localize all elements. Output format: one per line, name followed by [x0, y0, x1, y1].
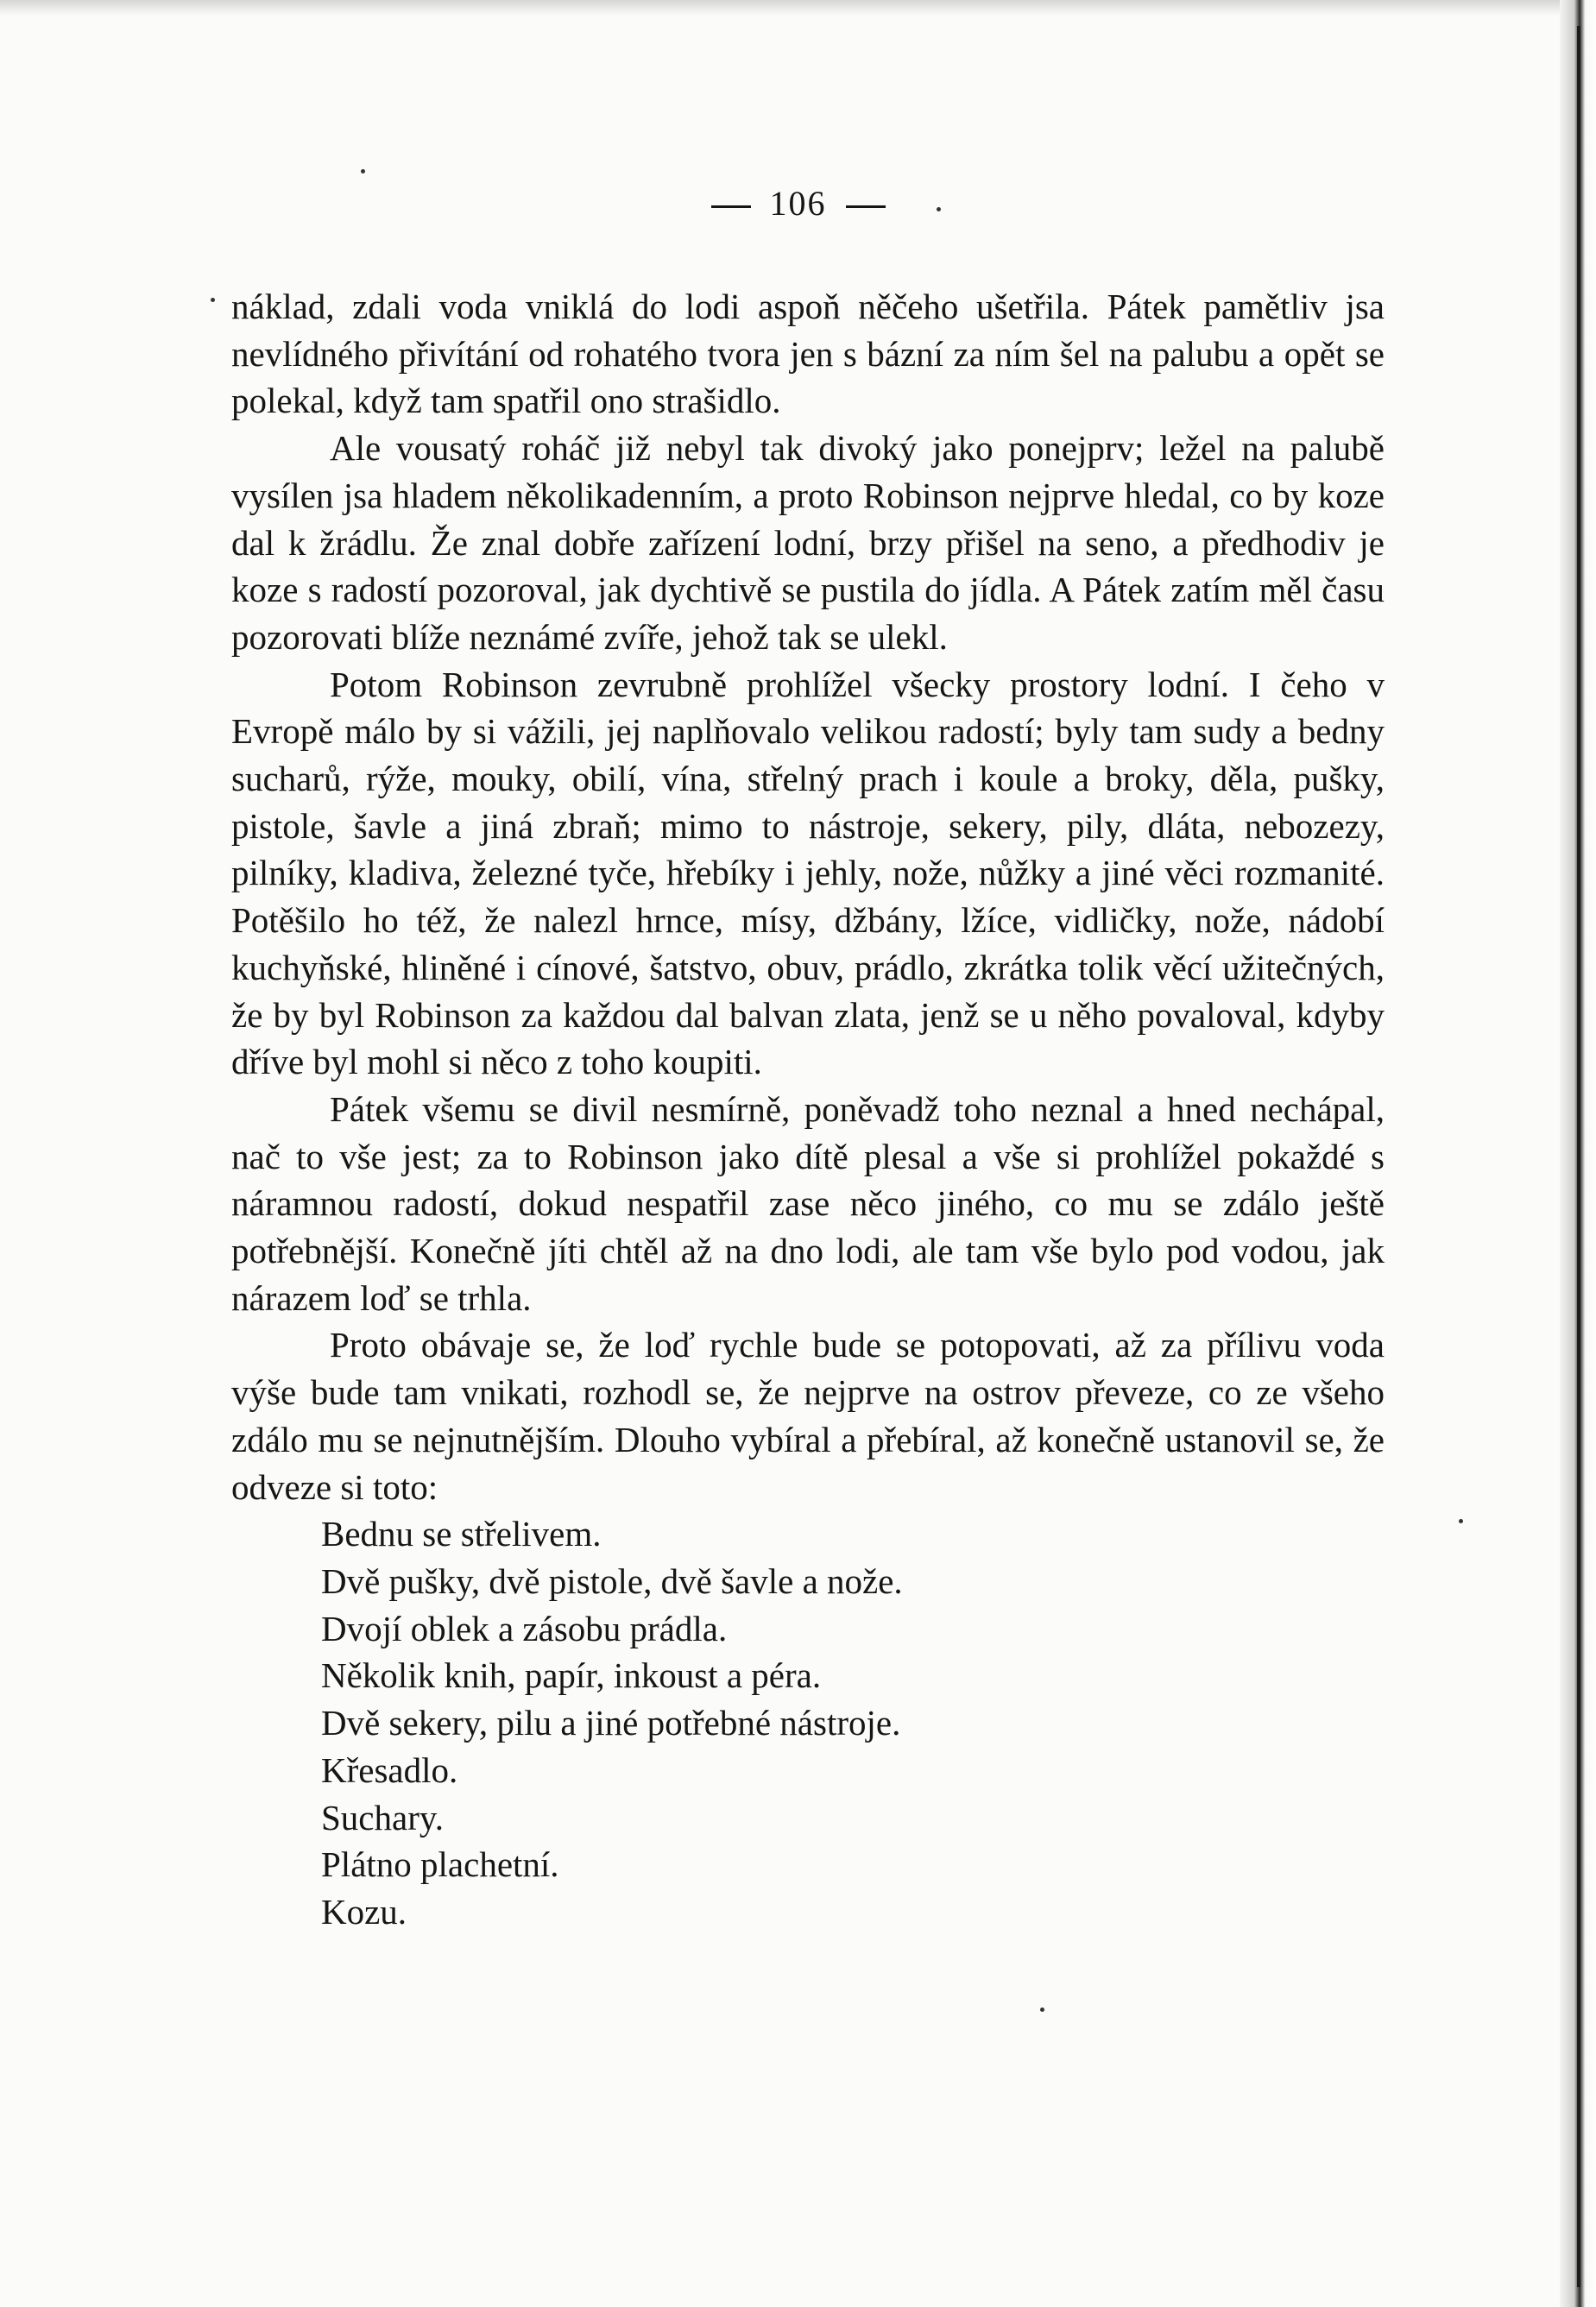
scan-speck	[1459, 1519, 1463, 1523]
scan-speck	[1040, 2008, 1044, 2012]
list-item: Suchary.	[321, 1797, 444, 1837]
folio-dash-right	[846, 205, 886, 208]
list-item: Dvě sekery, pilu a jiné potřebné nástroje.	[321, 1703, 901, 1743]
scan-edge-line	[1577, 26, 1580, 2287]
list-item: Kozu.	[321, 1891, 407, 1932]
scan-speck	[211, 298, 215, 302]
list-item: Dvojí oblek a zásobu prádla.	[321, 1608, 728, 1648]
list-item: Plátno plachetní.	[321, 1844, 559, 1885]
list-item: Bednu se střelivem.	[321, 1514, 602, 1554]
scan-top-shadow	[0, 0, 1596, 16]
scan-speck	[361, 169, 365, 173]
cargo-list	[231, 1510, 1385, 1935]
folio-dash-left	[711, 205, 751, 208]
paragraph-2: Ale vousatý roháč již nebyl tak divoký jako ponejprv; ležel na palubě vysílen jsa hladem několikadenním, a proto Robinson nejprve hledal, co by koze dal k žrádlu. Že znal dobře zařízení lodní, brzy přišel na seno, a předhodiv je koze s radostí pozoroval, jak dychtivě se pustila do jídla. A Pátek zatím měl času pozorovati blíže neznámé zvíře, jehož tak se ulekl.	[231, 428, 1385, 657]
paragraph-5: Proto obávaje se, že loď rychle bude se potopovati, až za přílivu voda výše bude tam vnikati, rozhodl se, že nejprve na ostrov převeze, co ze všeho zdálo mu se nejnutnějším. Dlouho vybíral a přebíral, až konečně ustanovil se, že odveze si toto:	[231, 1325, 1385, 1507]
page-number-text: 106	[769, 184, 827, 223]
body-text	[231, 283, 1385, 1936]
paragraph-4: Pátek všemu se divil nesmírně, poněvadž toho neznal a hned nechápal, nač to vše jest; za to Robinson jako dítě plesal a vše si prohlížel pokaždé s náramnou radostí, dokud nespatřil zase něco jiného, co mu se zdálo ještě potřebnější. Konečně jíti chtěl až na dno lodi, ale tam vše bylo pod vodou, jak nárazem loď se trhla.	[231, 1088, 1385, 1318]
list-item: Křesadlo.	[321, 1749, 458, 1790]
paragraph-3: Potom Robinson zevrubně prohlížel všecky prostory lodní. I čeho v Evropě málo by si vážili, jej naplňovalo velikou radostí; byly tam sudy a bedny sucharů, rýže, mouky, obilí, vína, střelný prach i koule a broky, děla, pušky, pistole, šavle a jiná zbraň; mimo to nástroje, sekery, pily, dláta, nebozezy, pilníky, kladiva, železné tyče, hřebíky i jehly, nože, nůžky a jiné věci rozmanité. Potěšilo ho též, že nalezl hrnce, mísy, džbány, lžíce, vidličky, nože, nádobí kuchyňské, hliněné i cínové, šatstvo, obuv, prádlo, zkrátka tolik věcí užitečných, že by byl Robinson za každou dal balvan zlata, jenž se u něho povaloval, kdyby dříve byl mohl si něco z toho koupiti.	[231, 664, 1385, 1082]
paragraph-1: náklad, zdali voda vniklá do lodi aspoň něčeho ušetřila. Pátek pamětliv jsa nevlídného přivítání od rohatého tvora jen s bázní za ním šel na palubu a opět se polekal, když tam spatřil ono strašidlo.	[231, 287, 1385, 421]
list-item: Několik knih, papír, inkoust a péra.	[321, 1655, 822, 1696]
page-number	[0, 183, 1596, 224]
list-item: Dvě pušky, dvě pistole, dvě šavle a nože.	[321, 1560, 903, 1601]
